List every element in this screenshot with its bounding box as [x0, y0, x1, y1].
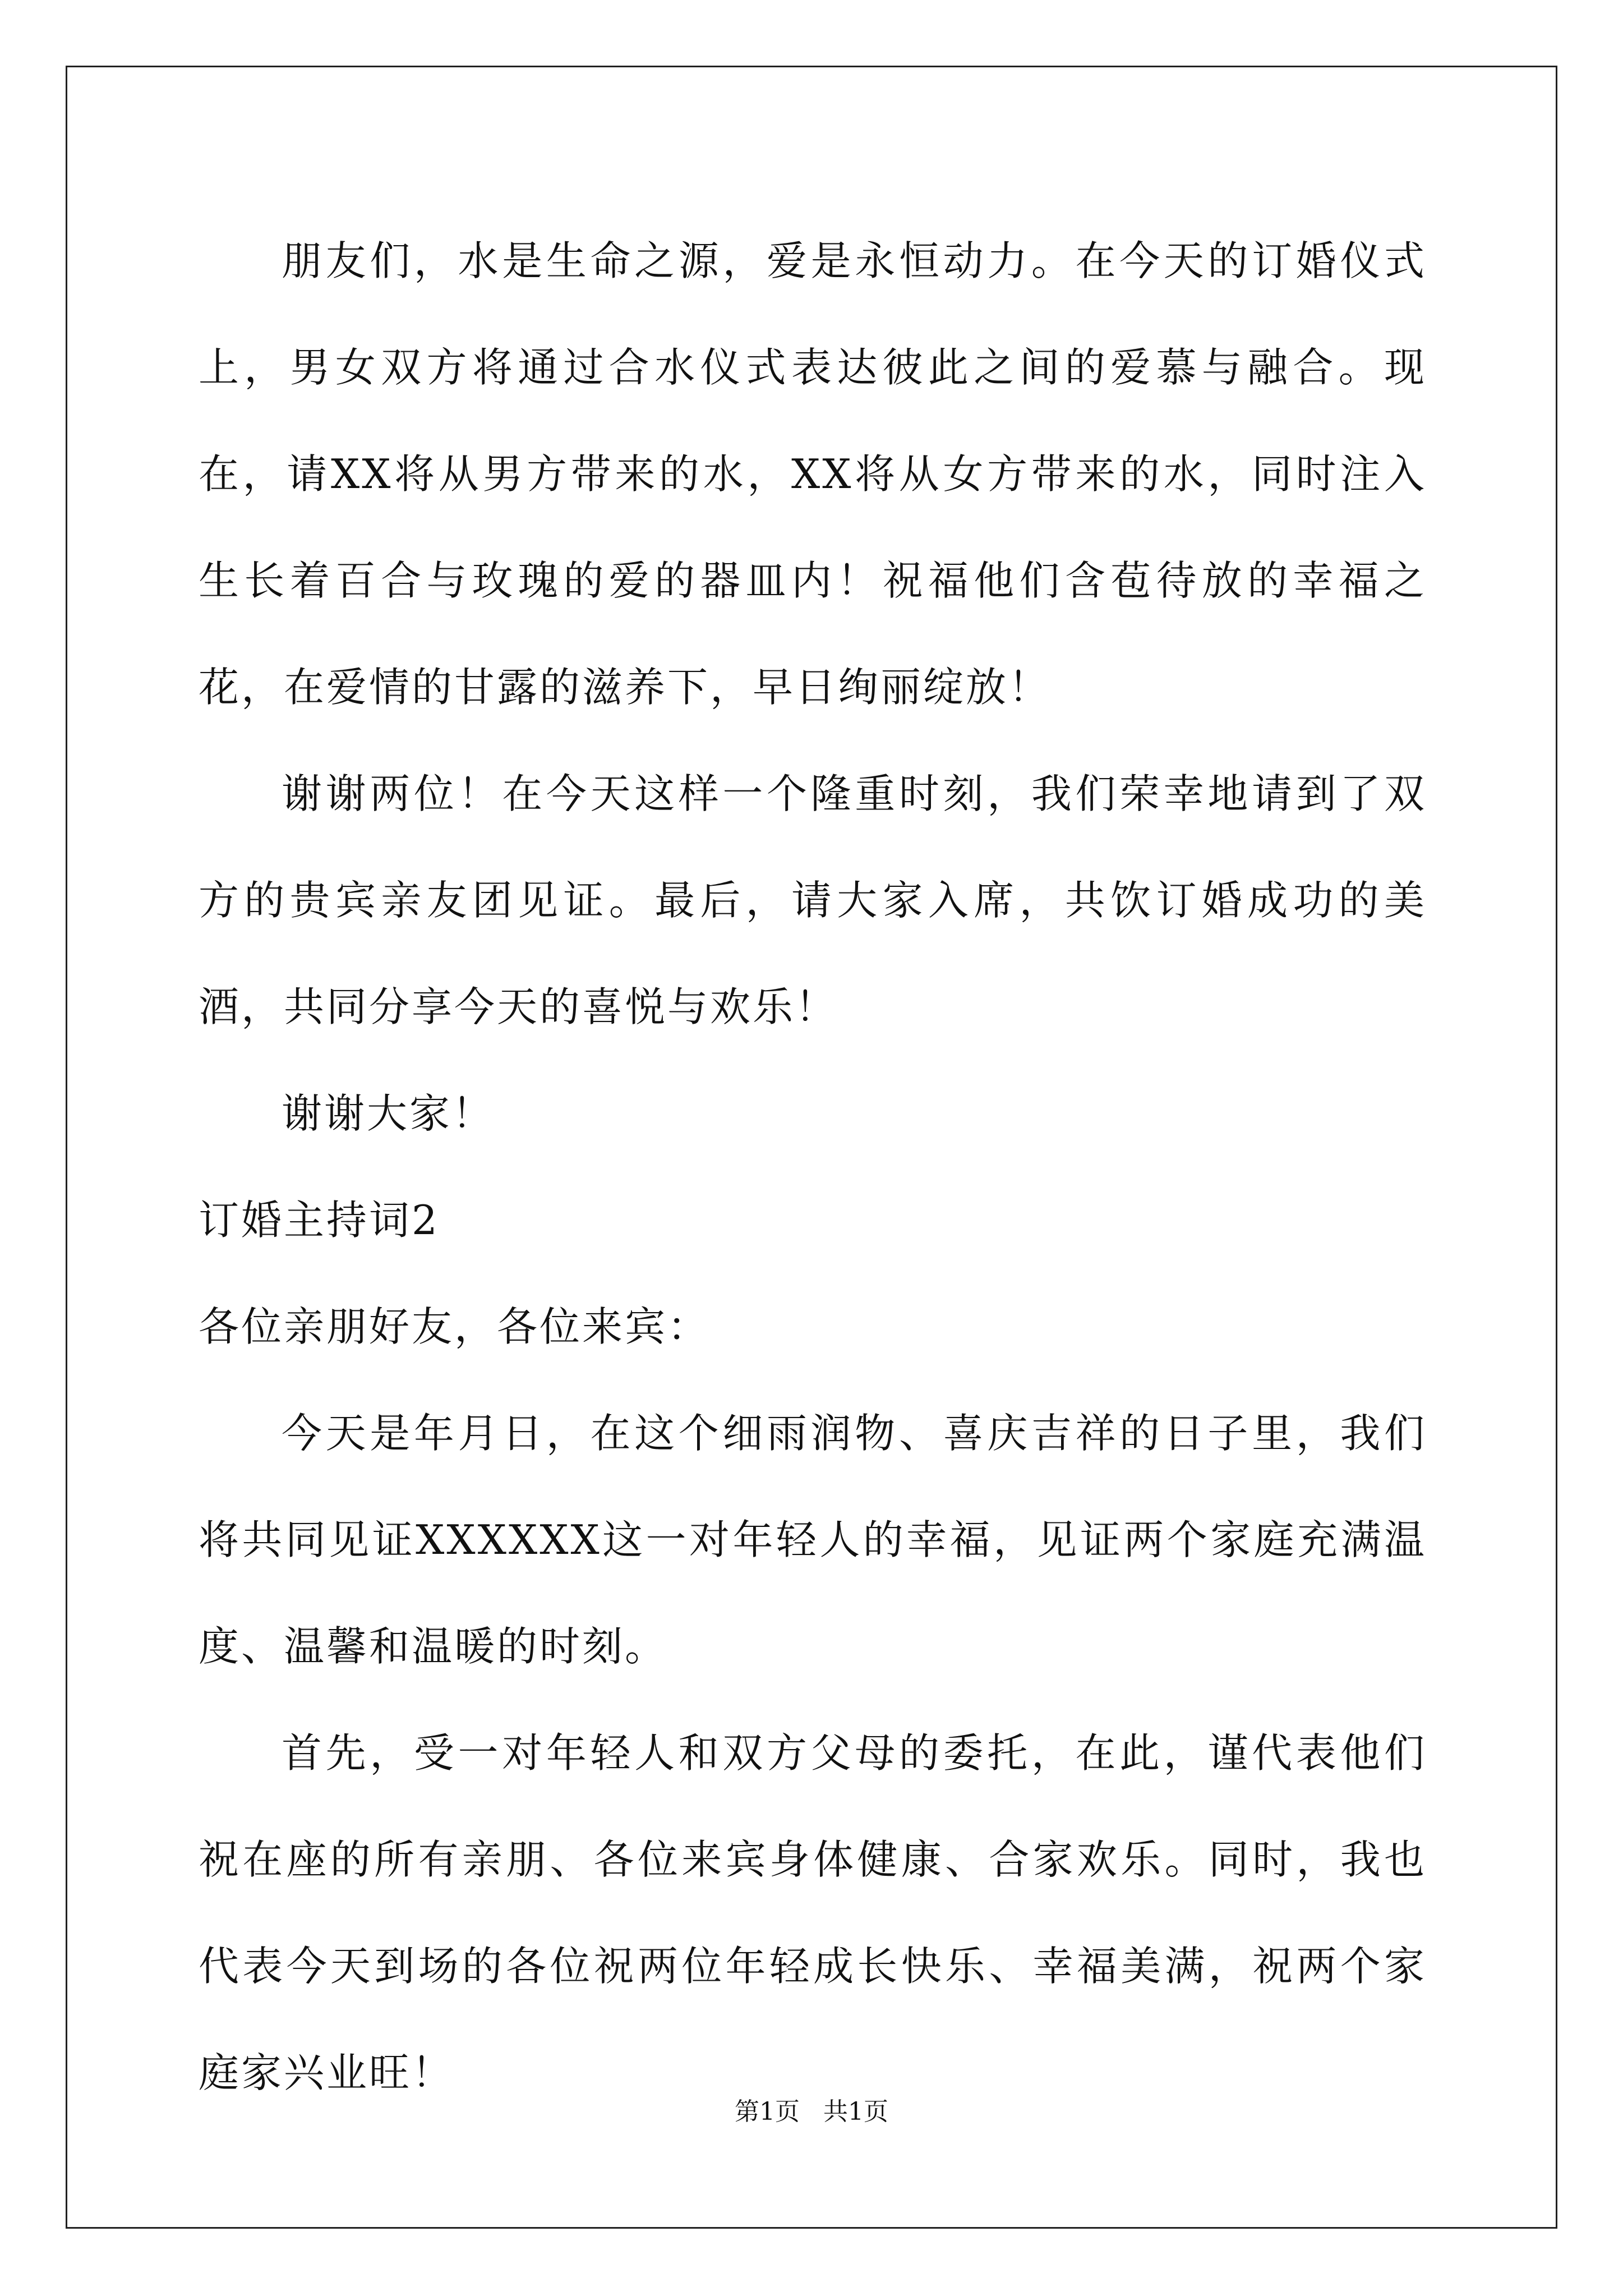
paragraph-today: 今天是年月日，在这个细雨润物、喜庆吉祥的日子里，我们将共同见证XXXXXX这一对年轻人的幸福，见证两个家庭充满温度、温馨和温暖的时刻。 [199, 1410, 1427, 1670]
document-body [199, 208, 1427, 2126]
paragraph-water-ceremony: 朋友们，水是生命之源，爱是永恒动力。在今天的订婚仪式上，男女双方将通过合水仪式表达彼此之间的爱慕与融合。现在，请XX将从男方带来的水，XX将从女方带来的水，同时注入生长着百合与玫瑰的爱的器皿内！祝福他们含苞待放的幸福之花，在爱情的甘露的滋养下，早日绚丽绽放！ [199, 237, 1427, 711]
paragraph-first: 首先，受一对年轻人和双方父母的委托，在此，谨代表他们祝在座的所有亲朋、各位来宾身体健康、合家欢乐。同时，我也代表今天到场的各位祝两位年轻成长快乐、幸福美满，祝两个家庭家兴业旺！ [199, 1729, 1427, 2096]
paragraph-thanks-guests: 谢谢两位！在今天这样一个隆重时刻，我们荣幸地请到了双方的贵宾亲友团见证。最后，请大家入席，共饮订婚成功的美酒，共同分享今天的喜悦与欢乐！ [199, 770, 1427, 1030]
paragraph-thanks-all: 谢谢大家！ [282, 1090, 495, 1137]
section-heading: 订婚主持词2 [199, 1197, 440, 1244]
page-number-current: 第1页 [735, 2097, 800, 2126]
page-number-total: 共1页 [823, 2097, 888, 2126]
page-footer [0, 2095, 1623, 2129]
salutation: 各位亲朋好友，各位来宾： [199, 1303, 711, 1350]
